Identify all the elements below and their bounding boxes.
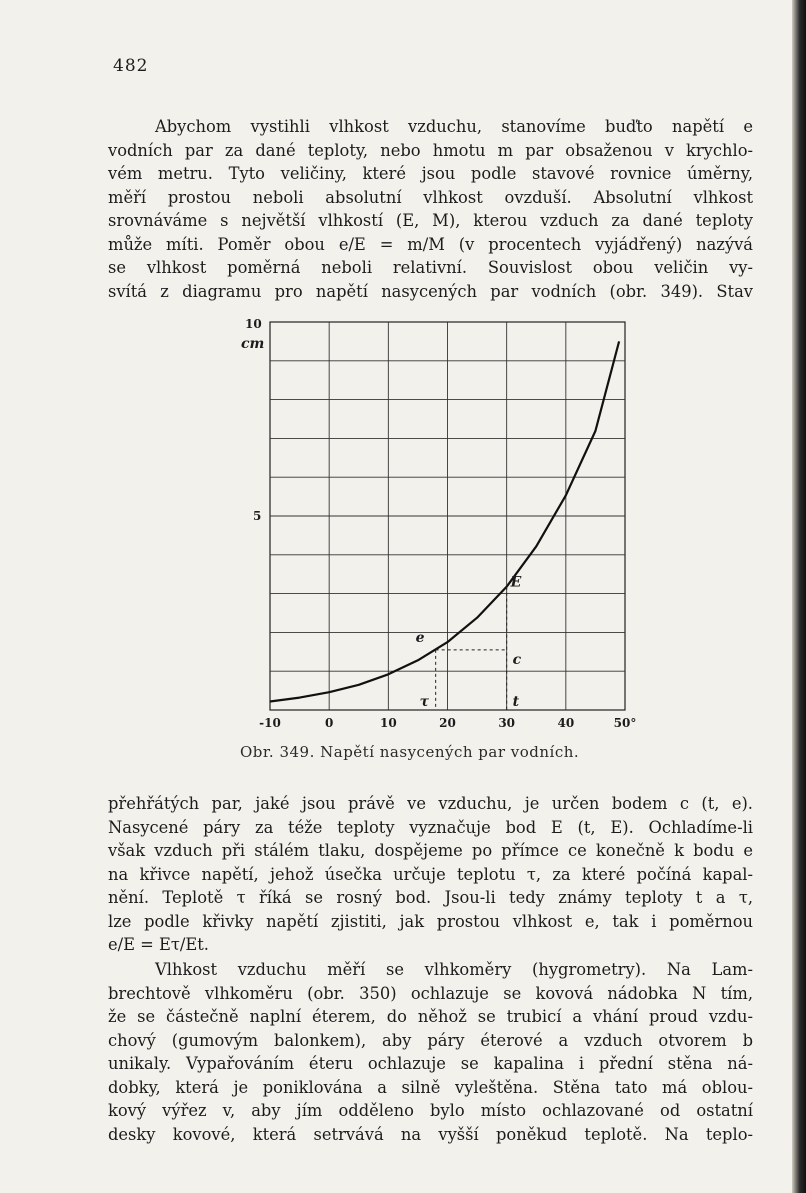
text-line: se vlhkost poměrná neboli relativní. Souvislost obou veličin vy- [108, 258, 753, 277]
text-line: chový (gumovým balonkem), aby páry éterové a vzduch otvorem b [108, 1030, 753, 1050]
paragraph-2 [108, 792, 753, 957]
paragraph-1 [108, 115, 753, 303]
text-line: svítá z diagramu pro napětí nasycených par vodních (obr. 349). Stav [108, 281, 753, 301]
x-tick-label: 30 [498, 716, 516, 730]
vapor-pressure-figure [225, 310, 645, 740]
y-tick-label: 5 [253, 509, 262, 523]
text-line: vodních par za dané teploty, nebo hmotu m par obsaženou v krychlo- [108, 140, 753, 160]
text-line: na křivce napětí, jehož úsečka určuje teplotu τ, za které počíná kapal- [108, 864, 753, 884]
text-line: přehřátých par, jaké jsou právě ve vzduchu, je určen bodem c (t, e). [108, 794, 753, 813]
text-line: e/E = Eτ/Et. [108, 935, 209, 954]
y-axis-label: cm [241, 336, 265, 352]
text-line: nění. Teplotě τ říká se rosný bod. Jsou-li tedy známy teploty t a τ, [108, 888, 753, 907]
x-tick-label: 50° [613, 716, 637, 730]
vapor-pressure-chart [225, 310, 645, 740]
text-line: Vlhkost vzduchu měří se vlhkoměry (hygrometry). Na Lam- [155, 960, 753, 979]
text-line: srovnáváme s největší vlhkostí (E, M), kterou vzduch za dané teploty [108, 211, 753, 230]
text-line: kový výřez v, aby jím odděleno bylo místo ochlazované od ostatní [108, 1101, 753, 1120]
paragraph-3 [108, 958, 753, 1146]
text-line: Abychom vystihli vlhkost vzduchu, stanovíme buďto napětí e [155, 117, 753, 136]
text-line: měří prostou neboli absolutní vlhkost ovzduší. Absolutní vlhkost [108, 187, 753, 207]
text-line: vém metru. Tyto veličiny, které jsou podle stavové rovnice úměrny, [108, 164, 753, 183]
page-edge-shadow [792, 0, 806, 1193]
annotation-label-t: t [512, 694, 520, 710]
text-line: lze podle křivky napětí zjistiti, jak prostou vlhkost e, tak i poměrnou [108, 911, 753, 931]
page-number: 482 [113, 56, 149, 76]
text-line: dobky, která je poniklována a silně vyleštěna. Stěna tato má oblou- [108, 1077, 753, 1097]
x-tick-label: 10 [379, 716, 397, 730]
annotation-label-c: c [512, 651, 522, 668]
text-line: může míti. Poměr obou e/E = m/M (v procentech vyjádřený) nazývá [108, 234, 753, 254]
text-line: že se částečně naplní éterem, do něhož se trubicí a vhání proud vzdu- [108, 1007, 753, 1026]
x-tick-label: -10 [259, 716, 281, 730]
text-line: Nasycené páry za téže teploty vyznačuje bod E (t, E). Ochladíme-li [108, 817, 753, 837]
text-line: desky kovové, která setrvává na vyšší poněkud teplotě. Na teplo- [108, 1124, 753, 1144]
figure-caption: Obr. 349. Napětí nasycených par vodních. [240, 743, 580, 761]
text-line: však vzduch při stálém tlaku, dospějeme po přímce ce konečně k bodu e [108, 841, 753, 860]
y-tick-label: 10 [245, 317, 262, 331]
annotation-label-e: e [415, 629, 425, 646]
vapor-pressure-curve [270, 341, 619, 701]
text-line: unikaly. Vypařováním éteru ochlazuje se kapalina i přední stěna ná- [108, 1054, 753, 1073]
annotation-label-E: E [510, 574, 522, 591]
x-tick-label: 0 [324, 716, 334, 730]
annotation-label-tau: τ [419, 694, 430, 710]
text-line: brechtově vlhkoměru (obr. 350) ochlazuje se kovová nádobka N tím, [108, 983, 753, 1003]
x-tick-label: 40 [557, 716, 575, 730]
x-tick-label: 20 [439, 716, 456, 730]
